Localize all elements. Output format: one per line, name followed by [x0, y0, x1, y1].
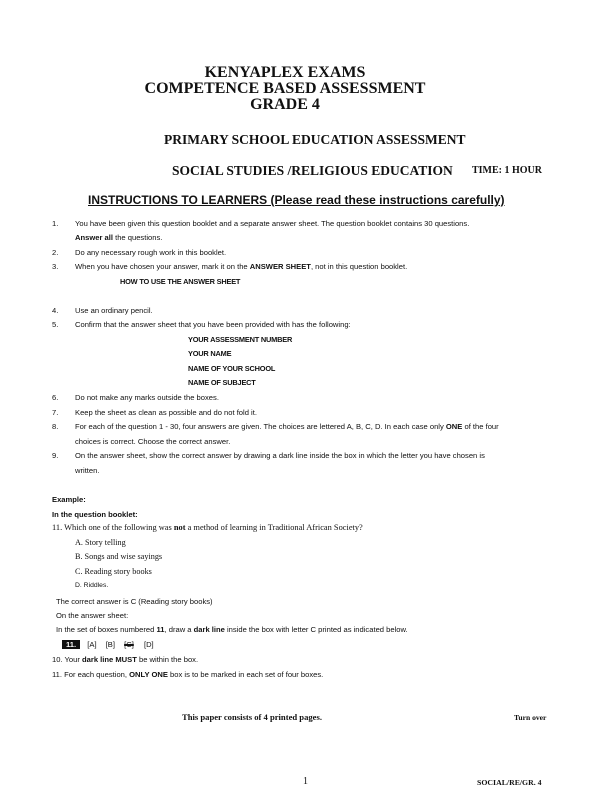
answer-box-b: [B]: [105, 640, 115, 649]
instruction-text: choices is correct. Choose the correct answer.: [75, 437, 231, 446]
instruction-text: Confirm that the answer sheet that you have been provided with has the following:: [75, 320, 351, 329]
paper-code: SOCIAL/RE/GR. 4: [477, 778, 542, 787]
instruction-text: When you have chosen your answer, mark it on the ANSWER SHEET, not in this question booklet.: [75, 262, 408, 271]
item-number: 3.: [52, 262, 59, 271]
exam-provider: KENYAPLEX EXAMS: [204, 64, 366, 81]
answer-box-d: [D]: [143, 640, 154, 649]
page-count-note: This paper consists of 4 printed pages.: [182, 712, 322, 722]
assessment-type: COMPETENCE BASED ASSESSMENT: [144, 80, 426, 97]
note-11: 11. For each question, ONLY ONE box is to be marked in each set of four boxes.: [52, 670, 324, 679]
instruction-text: Answer all the questions.: [75, 233, 163, 242]
option-a: A. Story telling: [75, 538, 126, 547]
instruction-text: For each of the question 1 - 30, four answers are given. The choices are lettered A, B, C, D. In each case only ONE of the four: [75, 422, 499, 431]
on-sheet-label: On the answer sheet:: [56, 611, 129, 620]
item-number: 6.: [52, 393, 59, 402]
item-number: 8.: [52, 422, 59, 431]
grade-level: GRADE 4: [250, 96, 320, 113]
assessment-title: PRIMARY SCHOOL EDUCATION ASSESSMENT: [164, 132, 466, 147]
answer-box-a: [A]: [87, 640, 97, 649]
boxes-instruction: In the set of boxes numbered 11, draw a dark line inside the box with letter C printed as indicated below.: [56, 625, 408, 634]
option-d: D. Riddles.: [75, 582, 109, 589]
item-number: 4.: [52, 306, 59, 315]
sheet-field: YOUR ASSESSMENT NUMBER: [188, 335, 293, 344]
option-c: C. Reading story books: [75, 567, 152, 576]
instruction-text: You have been given this question booklet and a separate answer sheet. The question booklet contains 30 questions.: [75, 219, 470, 228]
item-number: 9.: [52, 451, 59, 460]
option-b: B. Songs and wise sayings: [75, 552, 163, 561]
how-to-use-heading: HOW TO USE THE ANSWER SHEET: [120, 277, 241, 286]
sheet-field: YOUR NAME: [188, 349, 232, 358]
item-number: 2.: [52, 248, 59, 257]
sheet-field: NAME OF SUBJECT: [188, 378, 256, 387]
item-number: 7.: [52, 408, 59, 417]
note-10: 10. Your dark line MUST be within the box.: [52, 655, 199, 664]
instruction-text: written.: [75, 466, 100, 475]
instruction-text: Keep the sheet as clean as possible and do not fold it.: [75, 408, 257, 417]
instruction-text: Do not make any marks outside the boxes.: [75, 393, 219, 402]
sheet-field: NAME OF YOUR SCHOOL: [188, 364, 276, 373]
answer-box-c-marked: [C]: [124, 640, 134, 649]
item-number: 1.: [52, 219, 59, 228]
question-number-box: 11.: [62, 640, 80, 649]
example-subheading: In the question booklet:: [52, 510, 138, 519]
time-allowed: TIME: 1 HOUR: [472, 165, 542, 176]
subject-title: SOCIAL STUDIES /RELIGIOUS EDUCATION: [172, 163, 453, 178]
instruction-text: Use an ordinary pencil.: [75, 306, 153, 315]
item-number: 5.: [52, 320, 59, 329]
instruction-text: Do any necessary rough work in this booklet.: [75, 248, 227, 257]
instructions-heading: INSTRUCTIONS TO LEARNERS (Please read these instructions carefully): [88, 193, 505, 207]
example-question: 11. Which one of the following was not a method of learning in Traditional African Society?: [52, 523, 363, 532]
example-label: Example:: [52, 495, 86, 504]
turn-over-note: Turn over: [514, 713, 547, 722]
instruction-text: On the answer sheet, show the correct answer by drawing a dark line inside the box in which the letter you have chosen is: [75, 451, 485, 460]
answer-boxes-row: [62, 640, 154, 649]
page-number: 1: [303, 776, 308, 787]
correct-answer: The correct answer is C (Reading story books): [56, 597, 213, 606]
